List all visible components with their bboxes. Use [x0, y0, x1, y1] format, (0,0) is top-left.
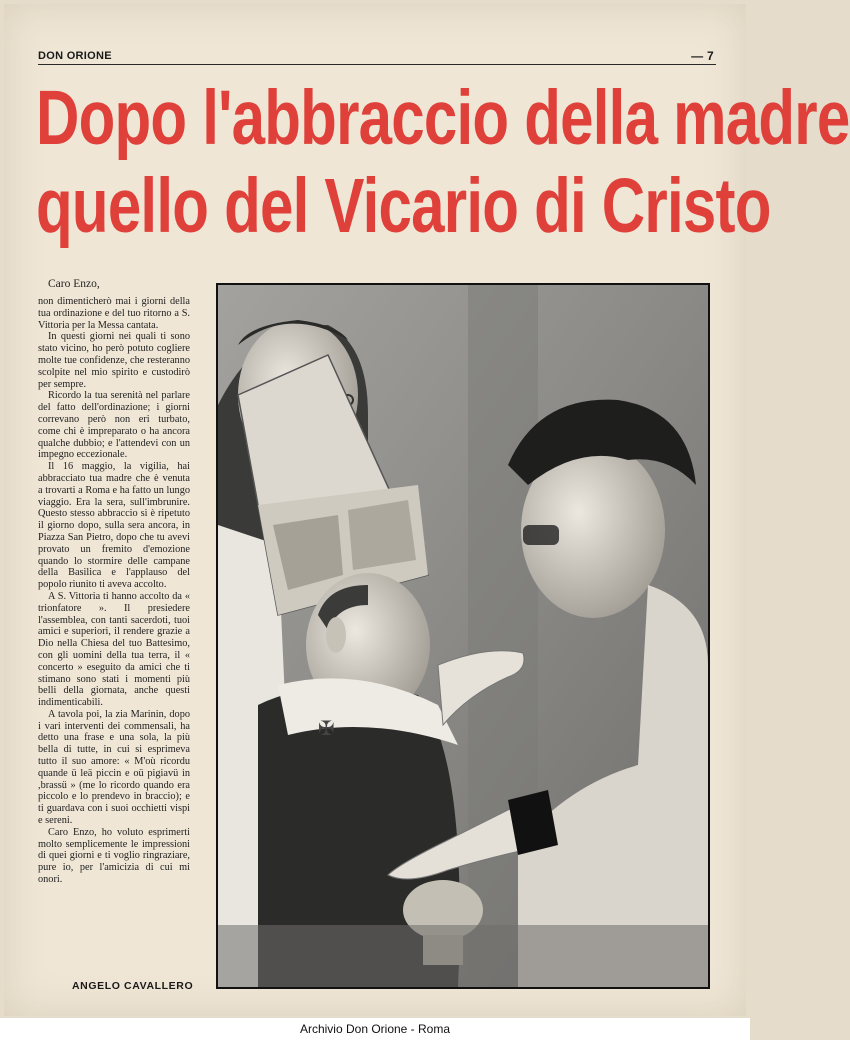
photo-illustration	[218, 285, 708, 987]
headline	[36, 74, 850, 250]
page-number: — 7	[691, 49, 714, 63]
headline-line-2: quello del Vicario di Cristo	[36, 163, 771, 249]
header-rule	[38, 64, 716, 65]
section-name: DON ORIONE	[38, 50, 112, 62]
letter-paragraph: non dimenticherò mai i giorni della tua ordinazione e del tuo ritorno a S. Vittoria per la Messa cantata.	[38, 296, 190, 331]
letter-salutation: Caro Enzo,	[48, 278, 100, 290]
letter-paragraph: In questi giorni nei quali ti sono stato vicino, ho però potuto cogliere molte tue confidenze, che resteranno scolpite nel mio spirito e custodirò per sempre.	[38, 331, 190, 390]
letter-signature: ANGELO CAVALLERO	[72, 980, 194, 992]
letter-body	[38, 296, 190, 886]
letter-paragraph: Caro Enzo, ho voluto esprimerti molto semplicemente le impressioni di quei giorni e ti voglio ringraziare, pure io, per l'amicizia di cui mi onori.	[38, 826, 190, 886]
archive-credit: Archivio Don Orione - Roma	[0, 1018, 750, 1040]
news-photo	[216, 283, 710, 989]
svg-text:✠: ✠	[318, 716, 335, 740]
letter-paragraph: A S. Vittoria ti hanno accolto da « trionfatore ». Il presiedere l'assemblea, con tanti sacerdoti, tuoi amici e superiori, il rendere grazie a Dio nella Chiesa del tuo Battesimo, con gli uomini della tua terra, il « concerto » eseguito da amici che ti stimano sono stati i momenti più belli della giornata, anche questi indimenticabili.	[38, 590, 190, 709]
letter-paragraph: Il 16 maggio, la vigilia, hai abbracciato tua madre che è venuta a trovarti a Roma e ha fatto un lungo viaggio. Era la sera, sull'imbrunire. Questo stesso abbraccio si è ripetuto il giorno dopo, sulla sera ancora, in Piazza San Pietro, dopo che tu avevi provato un fremito d'emozione quando lo stormire delle campane della Basilica e l'applauso del popolo riunito ti aveva accolto.	[38, 461, 190, 591]
letter-paragraph: Ricordo la tua serenità nel parlare del fatto dell'ordinazione; i giorni correvano però non eri turbato, come chi è impreparato o ha ancora qualche dubbio; e l'attendevi con un impegno eccezionale.	[38, 390, 190, 461]
headline-line-1: Dopo l'abbraccio della madre	[36, 75, 850, 161]
letter-paragraph: A tavola poi, la zia Marinin, dopo i vari interventi dei commensali, ha detto una frase e una sola, la più bella di tutte, in cui si esprimeva tutto il suo amore: « M'où ricordu quande ü leä piccin e oü pigiavü in ,brassü » (me lo ricordo quando era piccolo e lo prendevo in braccio); e ti guardava con i suoi occhietti vispi e sereni.	[38, 708, 190, 827]
